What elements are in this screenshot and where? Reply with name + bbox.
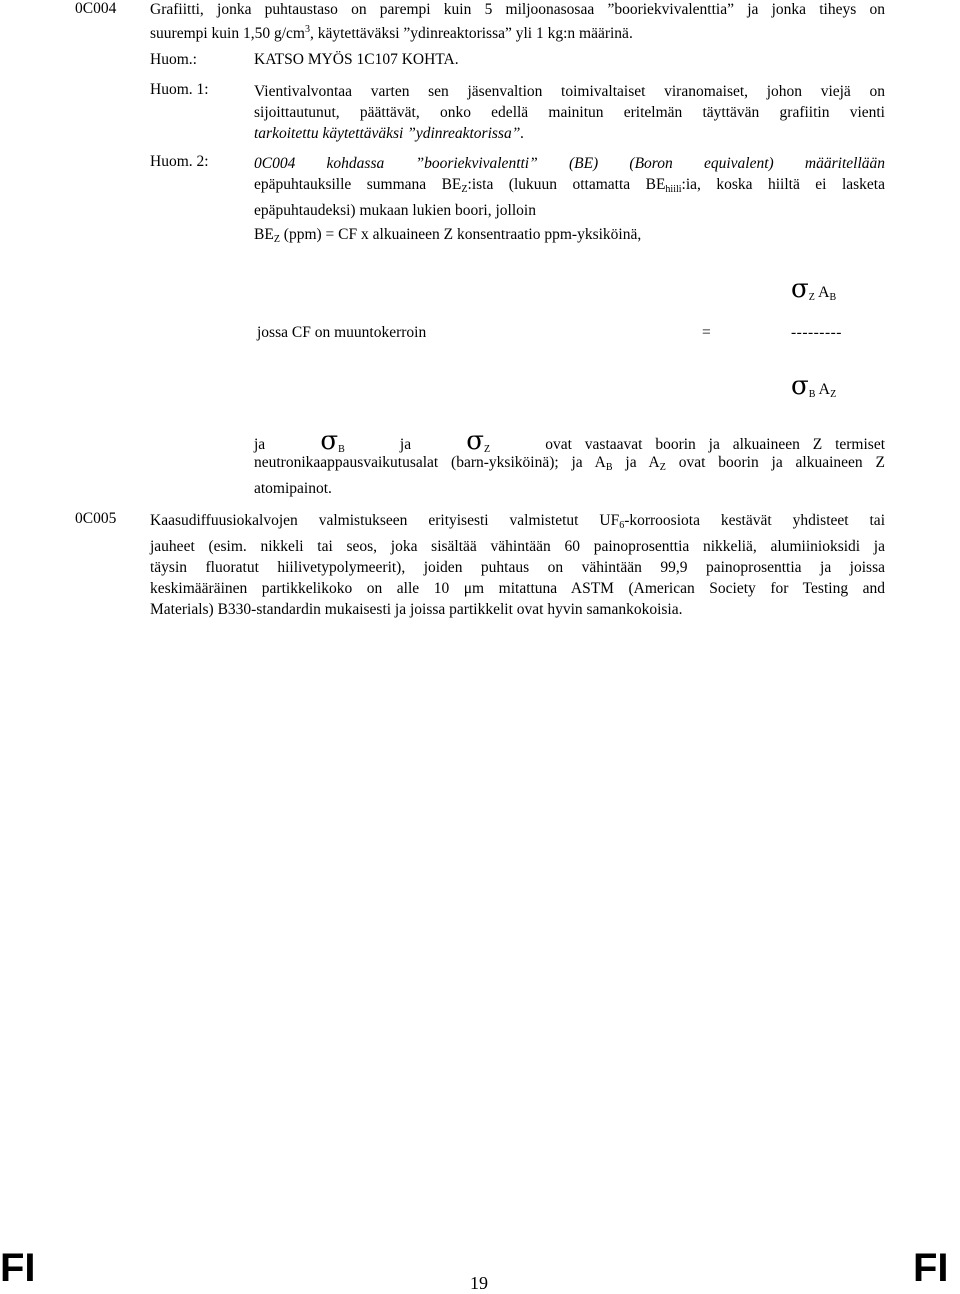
ja-word: ja	[254, 436, 266, 453]
subscript-hiili: hiili	[665, 184, 682, 195]
note1-text	[254, 81, 885, 144]
numerator-a: A	[817, 284, 830, 301]
fraction-denominator	[791, 373, 836, 400]
ja-line2a: neutronikaappausvaikutusalat (barn-yksiköinä); ja A	[254, 454, 606, 471]
entry-code-0c004: 0C004	[75, 0, 117, 17]
note2-text	[254, 153, 885, 221]
entry-0c004-line2a: suurempi kuin 1,50 g/cm	[150, 25, 305, 42]
subscript-z: Z	[461, 184, 468, 195]
note-text: KATSO MYÖS 1C107 KOHTA.	[254, 51, 459, 68]
entry-code-0c005: 0C005	[75, 510, 117, 527]
note2-line2c: :ia, koska hiiltä ei lasketa	[681, 176, 885, 193]
ab-sub-b: B	[605, 462, 613, 473]
footer-language-right: FI	[913, 1246, 949, 1290]
sigma-explanation-line2	[254, 452, 885, 478]
entry-0c005-line3: täysin fluoratut hiilivetypolymeerit), joiden puhtaus on vähintään 99,9 painoprosenttia ja joissa	[150, 559, 885, 576]
entry-0c004-text	[150, 0, 885, 44]
sigma-z	[466, 428, 490, 455]
note2-line2a: epäpuhtauksille summana BE	[254, 176, 462, 193]
c005-line1a: Kaasudiffuusiokalvojen valmistukseen erityisesti valmistetut UF	[150, 512, 620, 529]
superscript-3: 3	[305, 24, 310, 35]
sigma-sub-z: Z	[483, 444, 491, 455]
ja-word: ja	[399, 436, 412, 453]
fraction-dashes: ---------	[791, 324, 842, 341]
sigma-explanation-line3: atomipainot.	[254, 480, 332, 497]
denominator-sub-b: B	[808, 389, 816, 400]
subscript-6: 6	[619, 520, 625, 531]
cf-text: jossa CF on muuntokerroin	[257, 324, 427, 341]
note1-line2: sijoittautunut, päättävät, onko edellä mainitun eritelmän täyttävän grafiitin vienti	[254, 104, 885, 121]
numerator-sub-b: B	[829, 292, 837, 303]
entry-0c005-text	[150, 510, 885, 620]
sigma-b	[320, 428, 344, 455]
entry-0c005-line5: Materials) B330-standardin mukaisesti ja joissa partikkelit ovat hyvin samankokoisia.	[150, 601, 683, 618]
formula-rest: (ppm) = CF x alkuaineen Z konsentraatio ppm-yksiköinä,	[279, 226, 642, 243]
denominator-sub-z: Z	[830, 389, 837, 400]
note2-line2b: :ista (lukuun ottamatta BE	[467, 176, 666, 193]
note2-label: Huom. 2:	[150, 153, 209, 170]
entry-0c004-line2	[150, 20, 885, 44]
numerator-sub-z: Z	[808, 292, 815, 303]
c005-line1b: -korroosiota kestävät yhdisteet tai	[624, 512, 885, 529]
entry-0c005-line1	[150, 510, 885, 536]
note1-label: Huom. 1:	[150, 81, 209, 98]
sigma-symbol: σ	[791, 274, 809, 304]
denominator-a: A	[818, 381, 831, 398]
sigma-sub-b: B	[338, 444, 345, 455]
page-number: 19	[470, 1273, 488, 1293]
entry-0c004-line1: Grafiitti, jonka puhtaustaso on parempi kuin 5 miljoonasosaa ”booriekvivalenttia” ja jonka tiheys on	[150, 1, 885, 18]
note-label: Huom.:	[150, 51, 197, 68]
note1-line3: tarkoitettu käytettäväksi ”ydinreaktorissa”.	[254, 125, 525, 142]
entry-0c004-line2b: , käytettäväksi ”ydinreaktorissa” yli 1 kg:n määrinä.	[310, 25, 633, 42]
sigma-symbol: σ	[466, 426, 484, 456]
formula-subscript-z: Z	[273, 234, 280, 245]
ja-line2b: ja A	[612, 454, 660, 471]
fraction-numerator	[791, 276, 836, 303]
formula-be: BE	[254, 226, 274, 243]
formula-bez	[254, 226, 641, 245]
footer-language-left: FI	[0, 1246, 36, 1290]
note2-line2	[254, 174, 885, 200]
sigma-explanation-rest: ovat vastaavat boorin ja alkuaineen Z termiset	[545, 436, 885, 453]
sigma-symbol: σ	[320, 426, 339, 456]
az-sub-z: Z	[659, 462, 666, 473]
equals-sign: =	[702, 324, 711, 341]
note1-line1: Vientivalvontaa varten sen jäsenvaltion toimivaltaiset viranomaiset, johon viejä on	[254, 83, 885, 100]
note2-line3: epäpuhtaudeksi) mukaan lukien boori, jolloin	[254, 202, 536, 219]
sigma-symbol: σ	[791, 371, 809, 401]
entry-0c005-line4: keskimääräinen partikkelikoko on alle 10 μm mitattuna ASTM (American Society for Testing and	[150, 580, 885, 597]
entry-0c005-line2: jauheet (esim. nikkeli tai seos, joka sisältää vähintään 60 painoprosenttia nikkeliä, alumiinioksidi ja	[150, 538, 885, 555]
ja-line2c: ovat boorin ja alkuaineen Z	[665, 454, 885, 471]
note2-line1: 0C004 kohdassa ”booriekvivalentti” (BE) (Boron equivalent) määritellään	[254, 155, 885, 172]
sigma-explanation	[254, 428, 885, 499]
